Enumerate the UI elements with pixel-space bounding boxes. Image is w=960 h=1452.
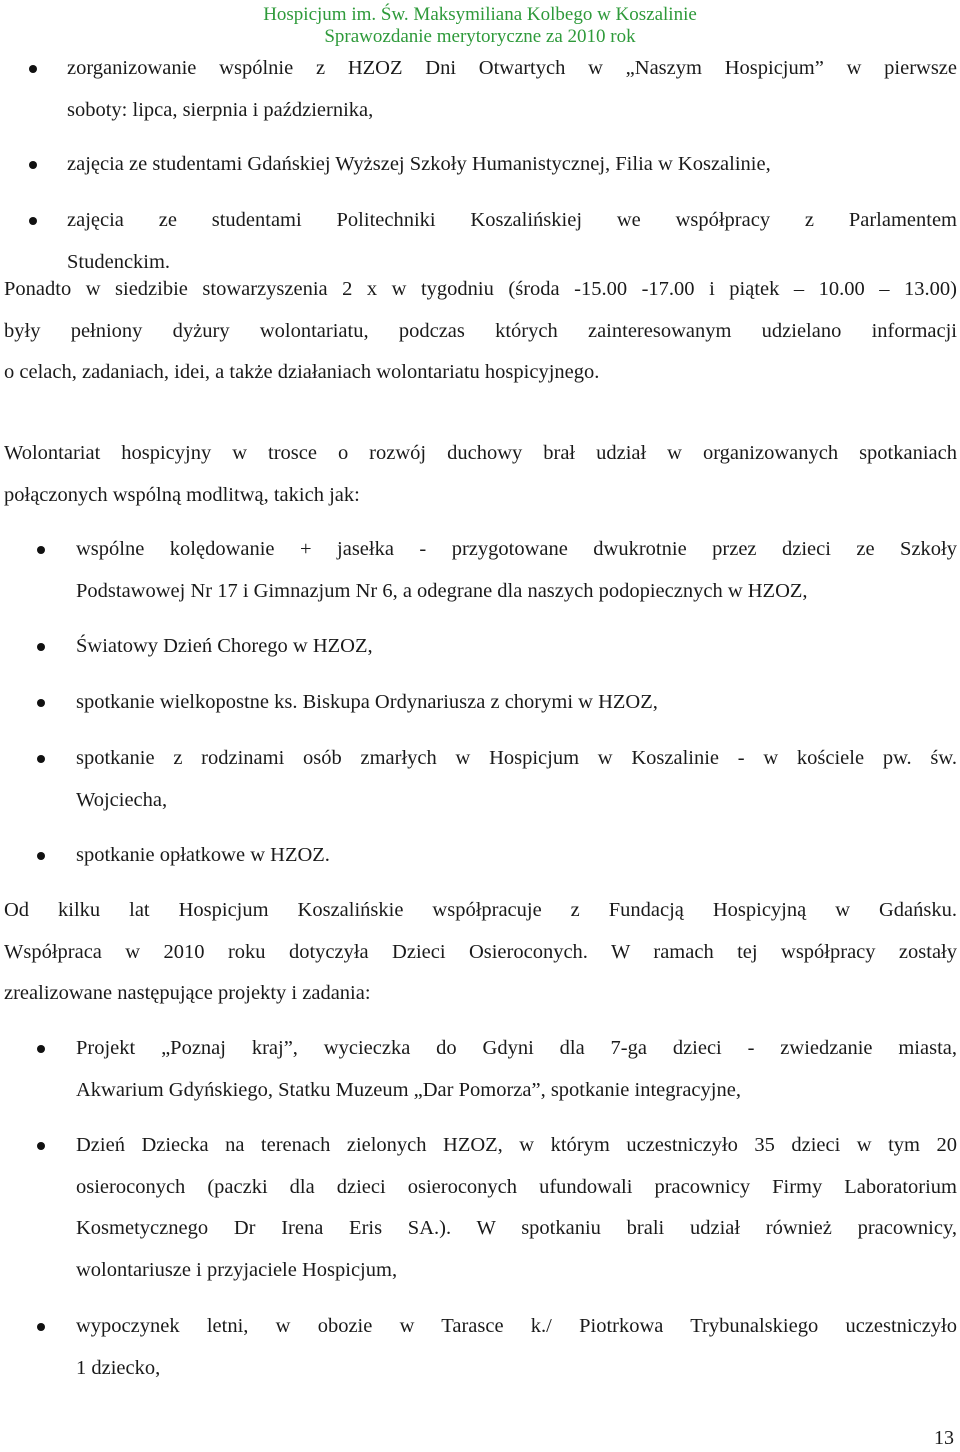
- bullet-icon: [37, 1142, 45, 1150]
- line: wolontariusze i przyjaciele Hospicjum,: [76, 1258, 398, 1281]
- list-item: [0, 48, 960, 131]
- line-justified: Dzień Dziecka na terenach zielonych HZOZ, w którym uczestniczyło 35 dzieci w tym 20: [76, 1134, 957, 1156]
- list-item: [0, 626, 960, 668]
- header-title: Hospicjum im. Św. Maksymiliana Kolbego w Koszalinie: [263, 4, 697, 25]
- paragraph-office-hours: [4, 269, 957, 394]
- list-item: [0, 835, 960, 877]
- line: 1 dziecko,: [76, 1356, 161, 1379]
- paragraph-spiritual: [4, 433, 957, 516]
- bullet-icon: [37, 755, 45, 763]
- list-item: [0, 1306, 960, 1389]
- line-justified: zajęcia ze studentami Politechniki Koszalińskiej we współpracy z Parlamentem: [67, 209, 957, 231]
- line-justified: były pełniony dyżury wolontariatu, podczas których zainteresowanym udzielano informacji: [4, 319, 957, 342]
- list-item: [0, 144, 960, 186]
- bullet-icon: [37, 699, 45, 707]
- line: Akwarium Gdyńskiego, Statku Muzeum „Dar Pomorza”, spotkanie integracyjne,: [76, 1078, 741, 1101]
- bullet-icon: [37, 1323, 45, 1331]
- paragraph-cooperation: [4, 890, 957, 1015]
- bullet-icon: [29, 161, 37, 169]
- bullet-icon: [37, 1045, 45, 1053]
- line: Podstawowej Nr 17 i Gimnazjum Nr 6, a odegrane dla naszych podopiecznych w HZOZ,: [76, 579, 808, 602]
- line: zajęcia ze studentami Gdańskiej Wyższej Szkoły Humanistycznej, Filia w Koszalinie,: [67, 153, 771, 175]
- line: Studenckim.: [67, 250, 171, 273]
- bullet-icon: [37, 546, 45, 554]
- line-justified: wypoczynek letni, w obozie w Tarasce k./ Piotrkowa Trybunalskiego uczestniczyło: [76, 1315, 957, 1337]
- line-justified: Kosmetycznego Dr Irena Eris SA.). W spotkaniu brali udział również pracownicy,: [76, 1217, 957, 1239]
- line: zrealizowane następujące projekty i zadania:: [4, 982, 371, 1004]
- line: o celach, zadaniach, idei, a także działaniach wolontariatu hospicyjnego.: [4, 361, 600, 383]
- bullet-icon: [37, 852, 45, 860]
- line-justified: Ponadto w siedzibie stowarzyszenia 2 x w tygodniu (środa -15.00 -17.00 i piątek – 10.00 – 13.00): [4, 278, 957, 300]
- line: połączonych wspólną modlitwą, takich jak:: [4, 483, 360, 506]
- page-number: 13: [934, 1427, 954, 1449]
- list-item: [0, 682, 960, 724]
- line-justified: wspólne kolędowanie + jasełka - przygotowane dwukrotnie przez dzieci ze Szkoły: [76, 538, 957, 560]
- bullet-icon: [29, 65, 37, 73]
- page-header: [0, 4, 960, 48]
- line: soboty: lipca, sierpnia i października,: [67, 98, 374, 121]
- list-item: [0, 738, 960, 821]
- line-justified: osieroconych (paczki dla dzieci osieroconych ufundowali pracownicy Firmy Laboratorium: [76, 1175, 957, 1198]
- line-justified: zorganizowanie wspólnie z HZOZ Dni Otwartych w „Naszym Hospicjum” w pierwsze: [67, 57, 957, 79]
- header-subtitle: Sprawozdanie merytoryczne za 2010 rok: [324, 26, 636, 47]
- list-item: [0, 529, 960, 612]
- bullet-icon: [37, 643, 45, 651]
- list-item: [0, 1028, 960, 1111]
- line: Wojciecha,: [76, 788, 168, 811]
- line: spotkanie opłatkowe w HZOZ.: [76, 844, 330, 866]
- line: Światowy Dzień Chorego w HZOZ,: [76, 635, 373, 657]
- line-justified: Współpraca w 2010 roku dotyczyła Dzieci Osieroconych. W ramach tej współpracy zostały: [4, 940, 957, 963]
- bullet-icon: [29, 217, 37, 225]
- line-justified: Od kilku lat Hospicjum Koszalińskie współpracuje z Fundacją Hospicyjną w Gdańsku.: [4, 899, 957, 921]
- line: spotkanie wielkopostne ks. Biskupa Ordynariusza z chorymi w HZOZ,: [76, 691, 658, 713]
- line-justified: spotkanie z rodzinami osób zmarłych w Hospicjum w Koszalinie - w kościele pw. św.: [76, 747, 957, 769]
- list-item: [0, 1125, 960, 1291]
- line-justified: Wolontariat hospicyjny w trosce o rozwój duchowy brał udział w organizowanych spotkaniach: [4, 442, 957, 464]
- line-justified: Projekt „Poznaj kraj”, wycieczka do Gdyni dla 7-ga dzieci - zwiedzanie miasta,: [76, 1037, 957, 1059]
